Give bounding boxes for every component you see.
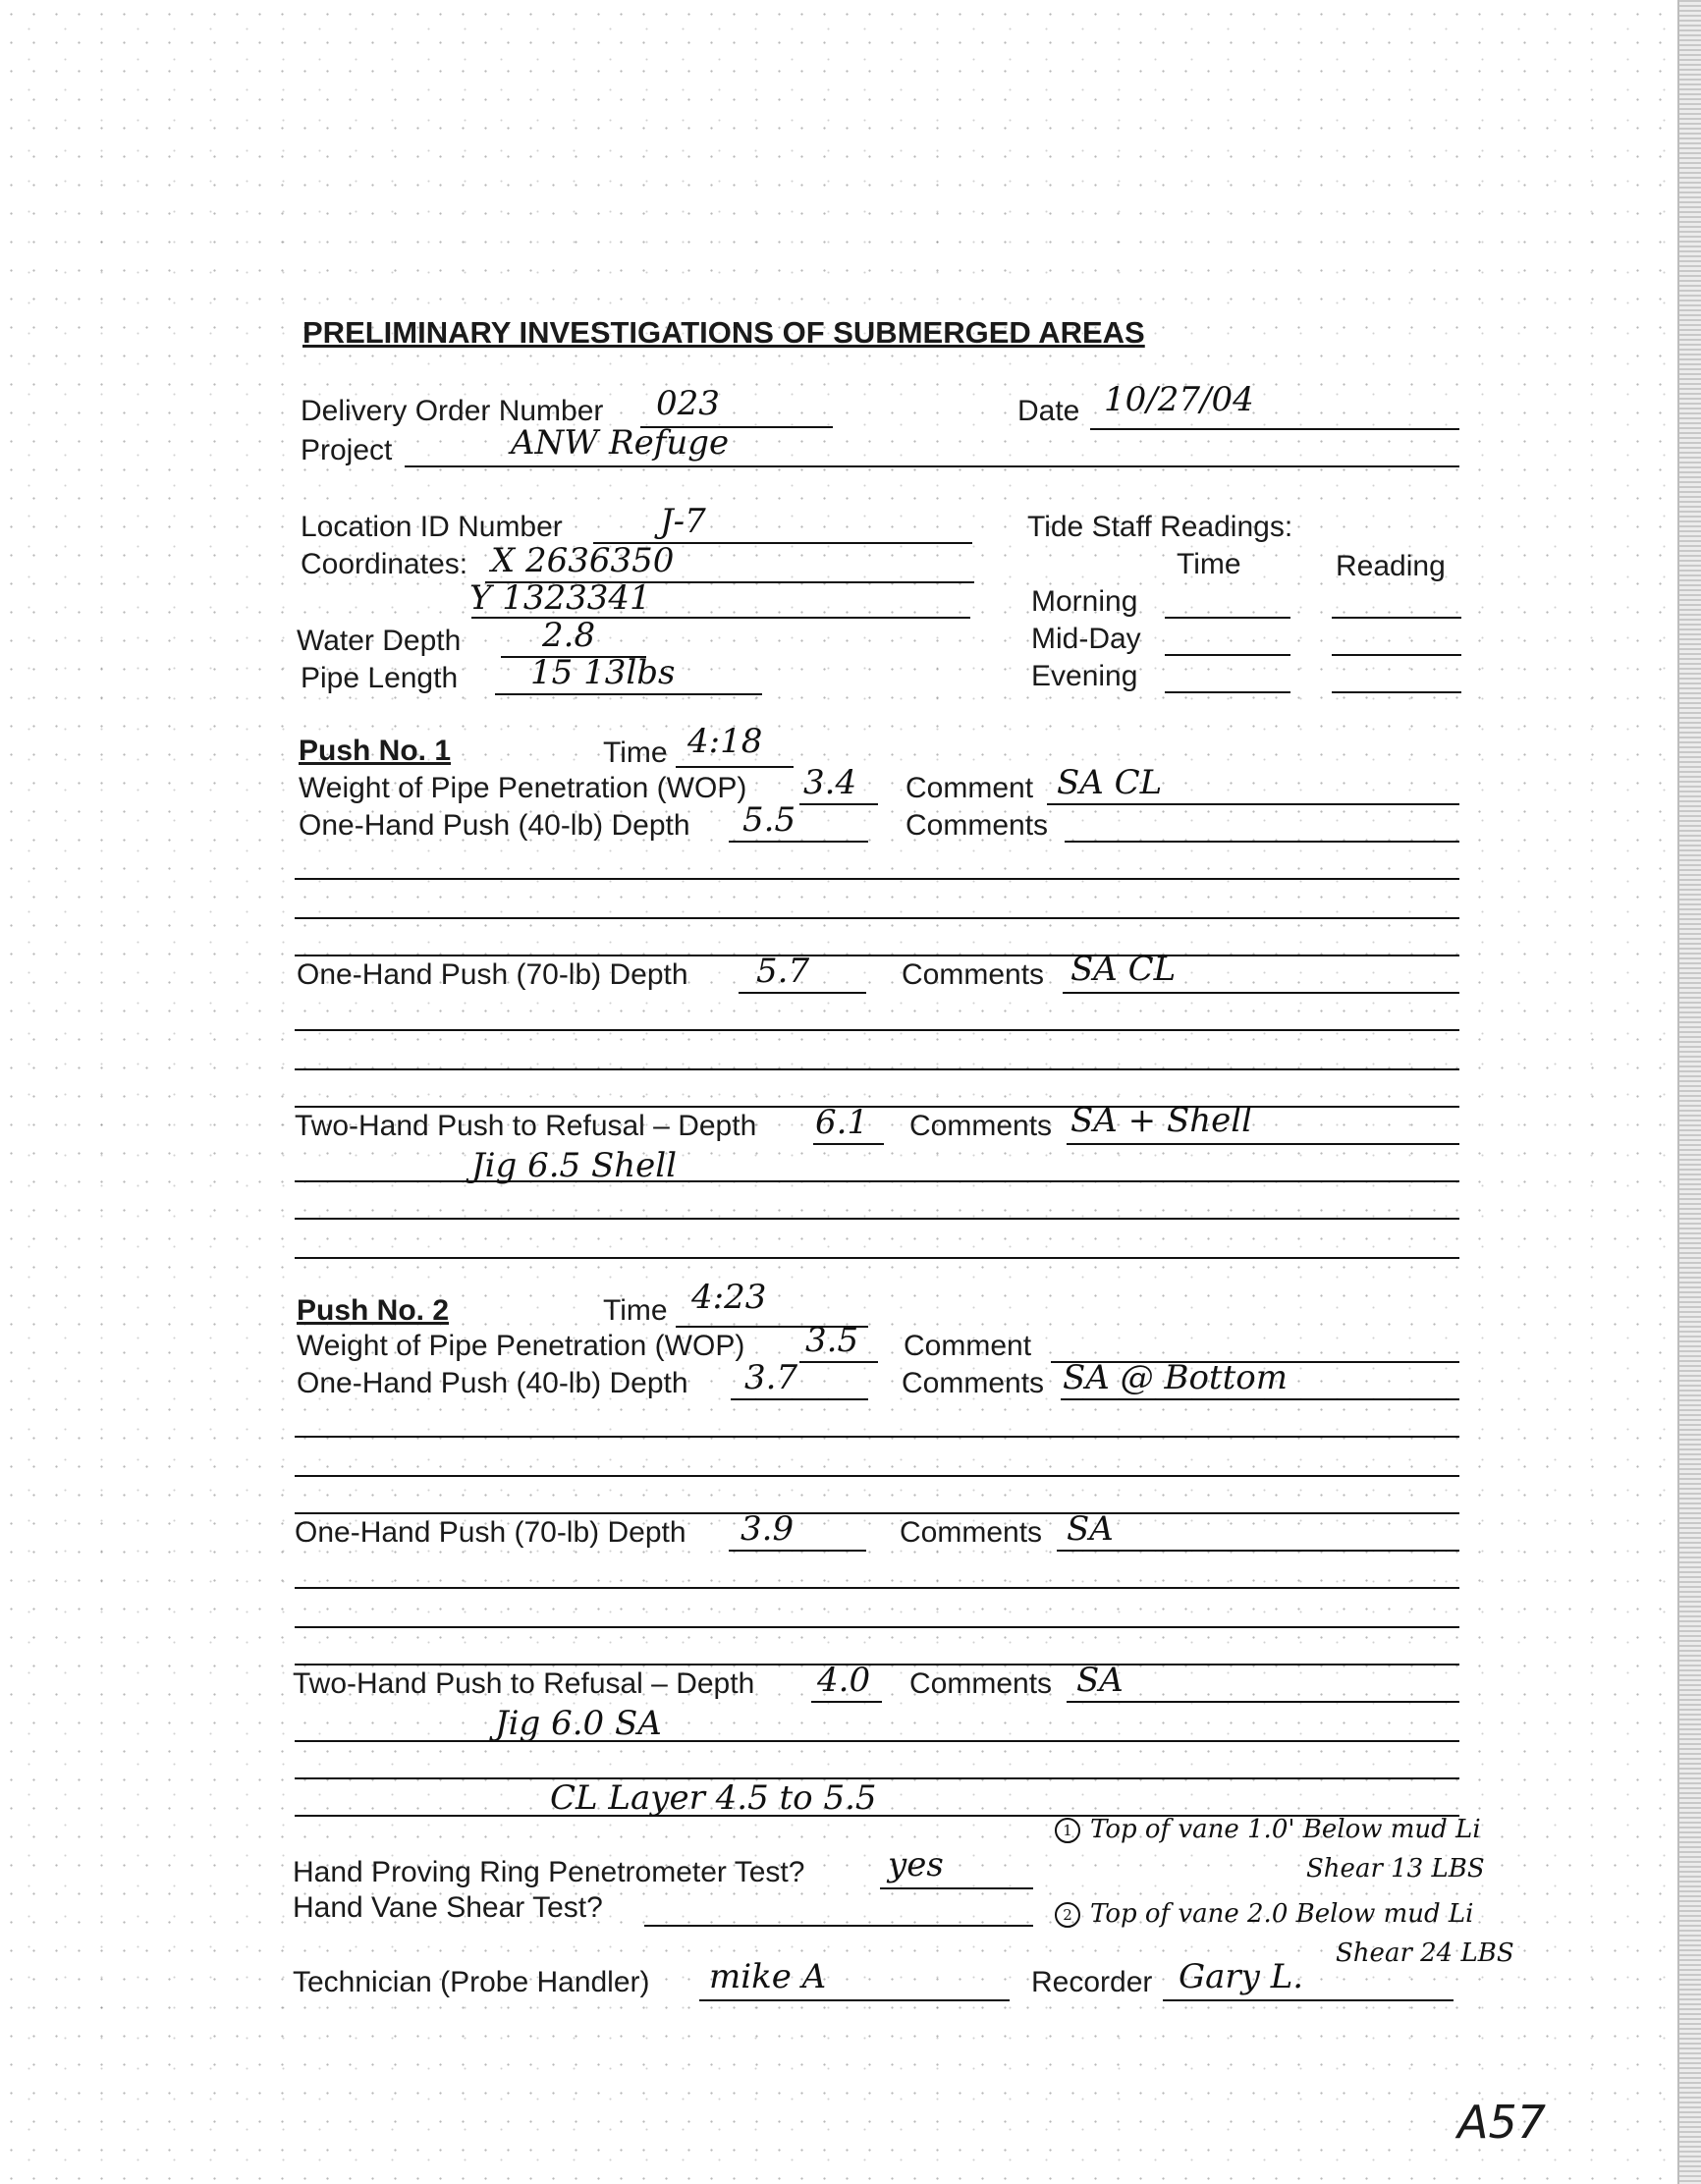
push-1-d40-comments-label: Comments [905, 809, 1049, 842]
push-1-d40-value: 5.5 [742, 800, 796, 840]
push-2-note: Jig 6.0 SA [495, 1704, 662, 1743]
push-2-d40-label: One-Hand Push (40-lb) Depth [297, 1367, 688, 1399]
push-2-blank-line [295, 1587, 1459, 1589]
push-2-d70-comments-value: SA [1067, 1509, 1114, 1549]
side-note-1-text: Top of vane 1.0' Below mud Li [1090, 1815, 1481, 1844]
side-note-1 [1055, 1815, 1481, 1844]
push-1-time-value: 4:18 [687, 722, 763, 761]
side-note-2 [1055, 1899, 1474, 1929]
push-2-blank-line [295, 1664, 1459, 1665]
push-1-wop-label: Weight of Pipe Penetration (WOP) [299, 772, 747, 804]
push-1-two-hand-comments-line [1067, 1143, 1459, 1145]
delivery-order-value: 023 [656, 384, 720, 423]
push-1-blank-line [295, 1029, 1459, 1031]
push-2-d70-value: 3.9 [741, 1509, 795, 1549]
tide-morning-time-line [1165, 617, 1290, 619]
recorder-value: Gary L. [1179, 1957, 1304, 1996]
push-1-d70-comments-value: SA CL [1070, 950, 1177, 989]
push-1-blank-line [295, 878, 1459, 880]
push-2-time-value: 4:23 [691, 1278, 767, 1317]
tide-midday-label: Mid-Day [1031, 623, 1141, 655]
push-1-d40-label: One-Hand Push (40-lb) Depth [299, 809, 690, 842]
hprp-line [880, 1887, 1033, 1889]
tide-evening-reading-line [1332, 691, 1461, 693]
push-2-d40-value: 3.7 [744, 1358, 798, 1397]
push-1-blank-line [295, 1106, 1459, 1108]
tide-staff-label: Tide Staff Readings: [1027, 511, 1293, 543]
side-note-1-shear: Shear 13 LBS [1306, 1854, 1485, 1884]
push-1-wop-comment-label: Comment [905, 772, 1034, 804]
push-2-d70-line [729, 1550, 866, 1552]
project-value: ANW Refuge [511, 423, 730, 463]
tide-reading-header: Reading [1336, 550, 1446, 582]
coord-x-value: X 2636350 [491, 541, 675, 580]
push-2-d70-comments-label: Comments [900, 1516, 1043, 1549]
push-2-d40-line [731, 1398, 868, 1400]
side-note-2-number: 2 [1055, 1902, 1080, 1928]
push-2-wop-value: 3.5 [805, 1321, 859, 1360]
push-1-two-hand-comments-value: SA + Shell [1070, 1101, 1253, 1140]
push-1-blank-line [295, 1218, 1459, 1220]
date-value: 10/27/04 [1104, 380, 1254, 419]
recorder-label: Recorder [1031, 1966, 1153, 1998]
push-2-blank-line [295, 1475, 1459, 1477]
push-1-wop-comment-value: SA CL [1057, 763, 1163, 802]
push-1-d70-line [739, 992, 866, 994]
push-1-blank-line [295, 955, 1459, 956]
push-2-two-hand-line [811, 1701, 882, 1703]
push-1-time-line [676, 766, 794, 768]
push-2-blank-line [295, 1436, 1459, 1438]
side-note-2-shear: Shear 24 LBS [1336, 1938, 1514, 1968]
scan-edge [1677, 0, 1701, 2184]
technician-label: Technician (Probe Handler) [293, 1966, 650, 1998]
push-1-d70-comments-label: Comments [902, 958, 1045, 991]
push-2-blank-line [295, 1777, 1459, 1779]
push-1-blank-line [295, 1180, 1459, 1182]
push-1-two-hand-value: 6.1 [815, 1103, 869, 1142]
push-1-wop-comment-line [1047, 803, 1459, 805]
location-id-value: J-7 [660, 502, 706, 541]
pipe-length-line [495, 693, 762, 695]
date-label: Date [1017, 395, 1080, 427]
location-id-label: Location ID Number [301, 511, 563, 543]
push-1-wop-line [799, 803, 878, 805]
tide-time-header: Time [1177, 548, 1241, 580]
push-2-two-hand-value: 4.0 [817, 1661, 871, 1700]
push-2-title: Push No. 2 [297, 1294, 450, 1327]
push-2-d70-comments-line [1057, 1550, 1459, 1552]
tide-morning-label: Morning [1031, 585, 1138, 618]
push-2-d40-comments-line [1061, 1398, 1459, 1400]
push-1-blank-line [295, 1068, 1459, 1070]
project-label: Project [301, 434, 393, 466]
technician-value: mike A [709, 1957, 827, 1996]
push-2-wop-line [799, 1361, 878, 1363]
push-1-d70-comments-line [1063, 992, 1459, 994]
push-2-note: CL Layer 4.5 to 5.5 [550, 1778, 877, 1818]
push-2-d70-label: One-Hand Push (70-lb) Depth [295, 1516, 686, 1549]
push-1-wop-value: 3.4 [803, 763, 857, 802]
push-2-wop-label: Weight of Pipe Penetration (WOP) [297, 1330, 745, 1362]
push-2-blank-line [295, 1740, 1459, 1742]
push-2-time-label: Time [603, 1294, 668, 1327]
tide-evening-label: Evening [1031, 660, 1138, 692]
push-2-two-hand-comments-label: Comments [909, 1667, 1053, 1700]
tide-midday-time-line [1165, 654, 1290, 656]
push-2-d40-comments-label: Comments [902, 1367, 1045, 1399]
coord-y-value: Y 1323341 [469, 578, 651, 618]
push-1-two-hand-comments-label: Comments [909, 1110, 1053, 1142]
push-1-note: Jig 6.5 Shell [471, 1146, 678, 1185]
hprp-value: yes [888, 1845, 944, 1884]
push-2-wop-comment-label: Comment [904, 1330, 1032, 1362]
technician-line [699, 1999, 1010, 2001]
tide-morning-reading-line [1332, 617, 1461, 619]
push-2-d40-comments-value: SA @ Bottom [1063, 1358, 1288, 1397]
push-1-two-hand-line [813, 1143, 884, 1145]
push-1-blank-line [295, 1257, 1459, 1259]
water-depth-label: Water Depth [297, 625, 462, 657]
water-depth-value: 2.8 [542, 616, 596, 655]
date-line [1090, 428, 1459, 430]
push-1-d40-comments-line [1065, 841, 1459, 843]
page-number: A57 [1457, 2096, 1547, 2149]
pipe-length-label: Pipe Length [301, 662, 459, 694]
push-1-d70-label: One-Hand Push (70-lb) Depth [297, 958, 688, 991]
push-1-time-label: Time [603, 737, 668, 769]
tide-midday-reading-line [1332, 654, 1461, 656]
project-line [405, 465, 1459, 467]
delivery-order-label: Delivery Order Number [301, 395, 604, 427]
push-2-two-hand-comments-line [1067, 1701, 1459, 1703]
pipe-length-value: 15 13lbs [530, 653, 676, 692]
side-note-1-number: 1 [1055, 1818, 1080, 1843]
push-1-title: Push No. 1 [299, 735, 452, 767]
push-2-blank-line [295, 1512, 1459, 1514]
push-2-two-hand-label: Two-Hand Push to Refusal – Depth [293, 1667, 755, 1700]
side-note-2-text: Top of vane 2.0 Below mud Li [1090, 1899, 1474, 1929]
push-1-two-hand-label: Two-Hand Push to Refusal – Depth [295, 1110, 757, 1142]
hprp-label: Hand Proving Ring Penetrometer Test? [293, 1856, 805, 1888]
push-2-two-hand-comments-value: SA [1076, 1661, 1124, 1700]
push-1-blank-line [295, 917, 1459, 919]
push-1-d40-line [729, 841, 868, 843]
recorder-line [1163, 1999, 1454, 2001]
hand-vane-line [644, 1925, 1033, 1927]
form-title: PRELIMINARY INVESTIGATIONS OF SUBMERGED AREAS [302, 315, 1145, 350]
tide-evening-time-line [1165, 691, 1290, 693]
coordinates-label: Coordinates: [301, 548, 468, 580]
push-2-blank-line [295, 1626, 1459, 1628]
push-1-d70-value: 5.7 [756, 952, 810, 991]
hand-vane-label: Hand Vane Shear Test? [293, 1891, 603, 1924]
